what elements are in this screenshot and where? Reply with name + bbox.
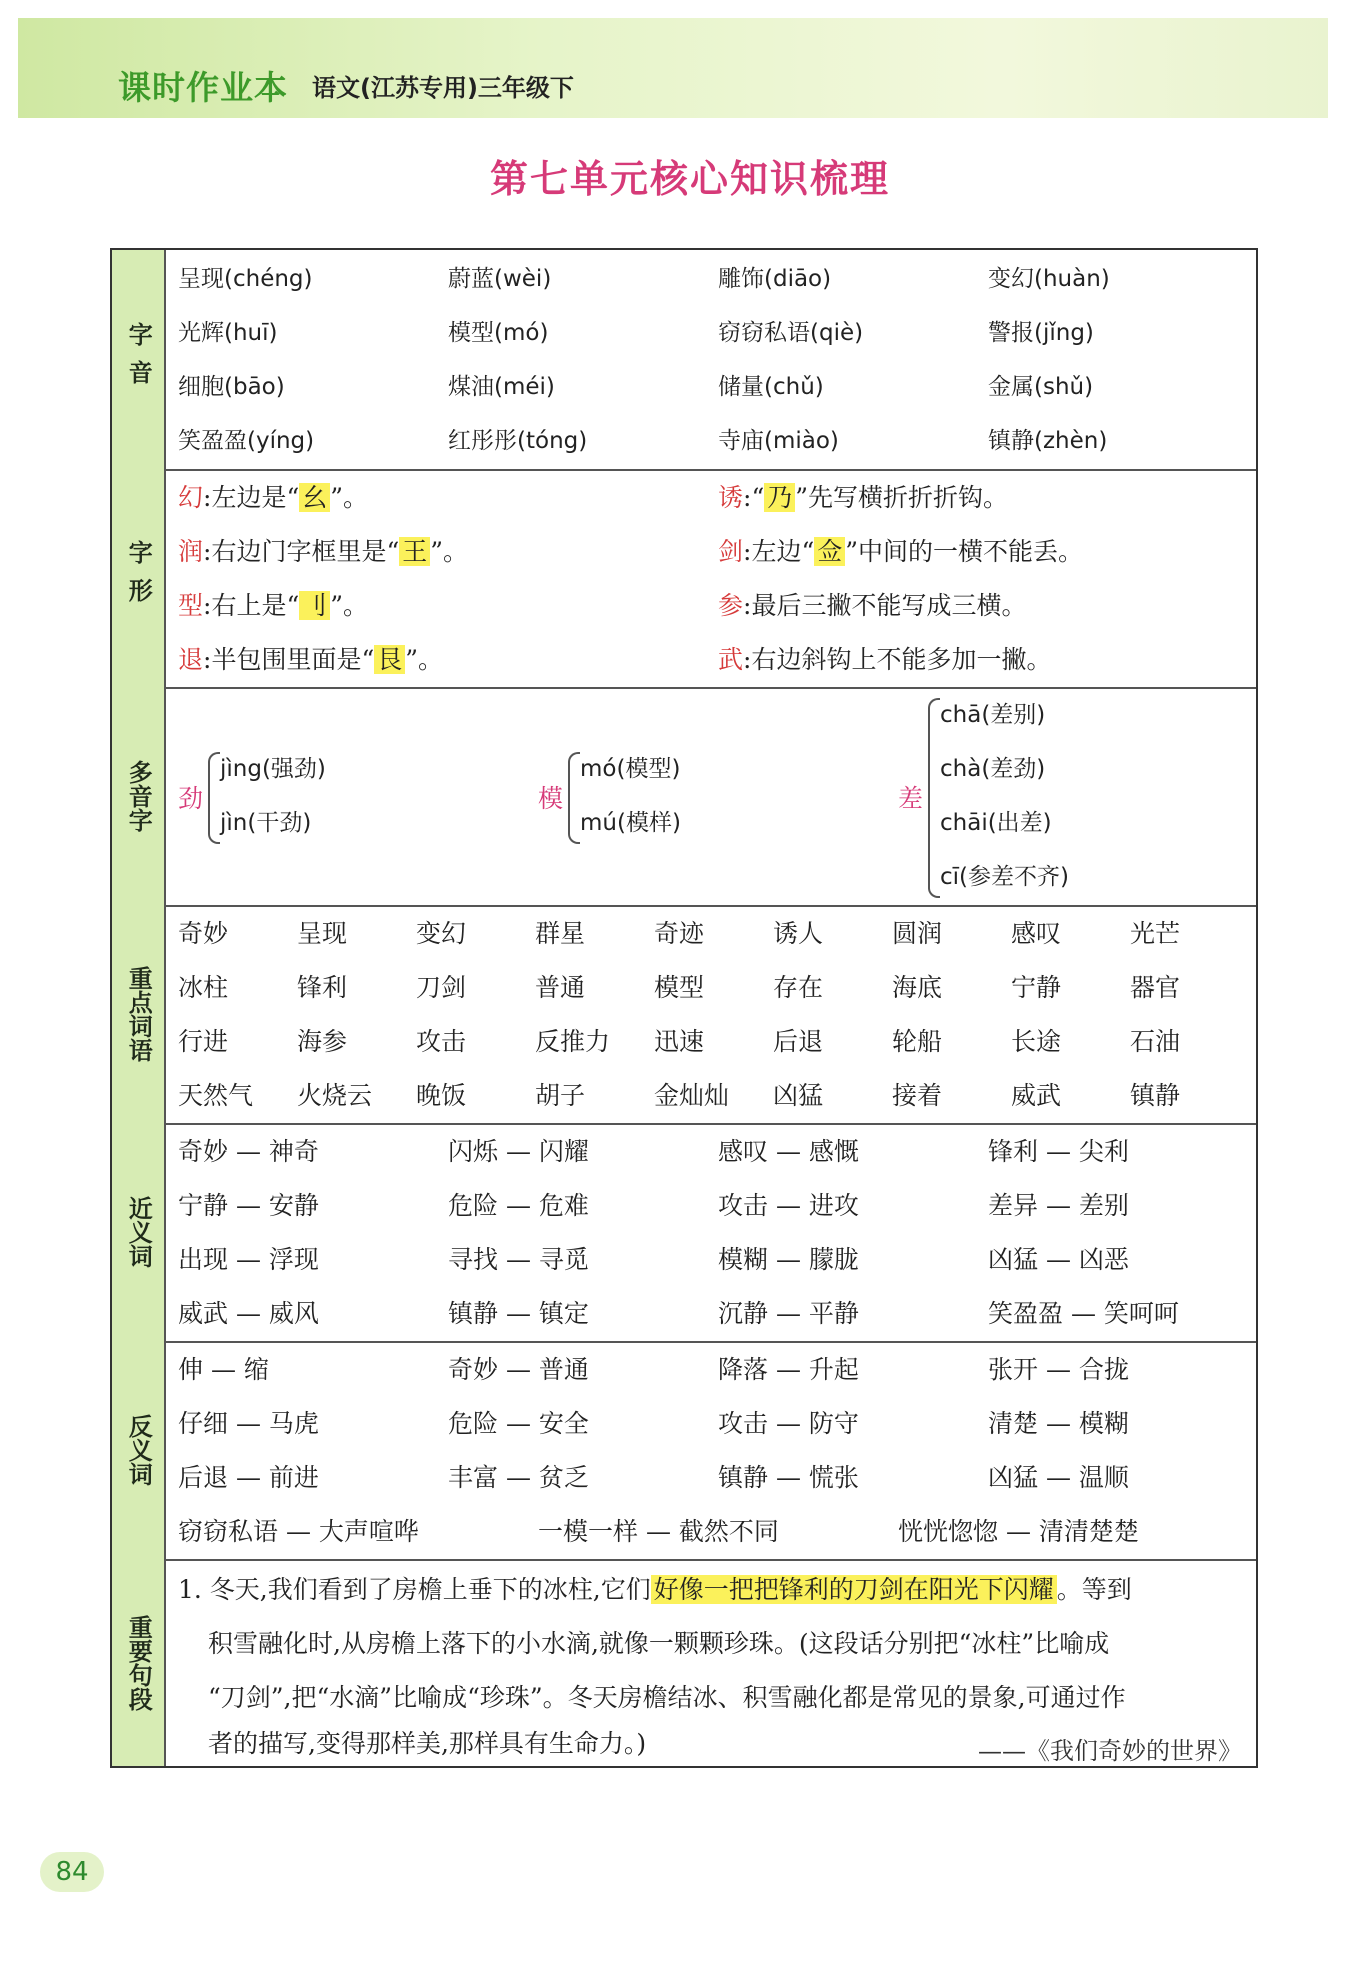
key-word: 威武 (1011, 1081, 1062, 1110)
glyph-text: :左边“ (743, 537, 815, 566)
pronunciation-item: 金属(shǔ) (988, 374, 1094, 400)
glyph-highlight: 艮 (374, 645, 405, 674)
glyph-char: 剑 (718, 537, 744, 566)
glyph-char: 武 (718, 645, 744, 674)
pronunciation-item: 红彤彤(tóng) (448, 428, 588, 454)
glyph-highlight: 幺 (299, 483, 330, 512)
synonym-pair: 凶猛 — 凶恶 (988, 1245, 1129, 1274)
synonym-pair: 危险 — 危难 (448, 1191, 589, 1220)
pronunciation-item: 模型(mó) (448, 320, 549, 346)
key-word: 普通 (535, 973, 586, 1002)
pronunciation-item: 光辉(huī) (178, 320, 278, 346)
pronunciation-item: 煤油(méi) (448, 374, 555, 400)
polyphonic-reading: chāi(出差) (940, 810, 1052, 836)
key-word: 圆润 (892, 919, 943, 948)
page-title: 第七单元核心知识梳理 (489, 157, 890, 201)
section-label: 近义词 (124, 1196, 153, 1268)
pronunciation-item: 窃窃私语(qiè) (718, 320, 864, 346)
synonym-pair: 攻击 — 进攻 (718, 1191, 859, 1220)
glyph-item (178, 579, 368, 633)
synonym-pair: 威武 — 威风 (178, 1299, 319, 1328)
passage-line: 者的描写,变得那样美,那样具有生命力。) (208, 1729, 647, 1758)
glyph-text: :半包围里面是“ (203, 645, 375, 674)
polyphonic-char: 差 (898, 784, 924, 813)
key-word: 变幻 (416, 919, 467, 948)
section-label: 重要句段 (124, 1614, 153, 1711)
key-word: 刀剑 (416, 973, 467, 1002)
section-label: 字形 (124, 540, 153, 616)
brace-icon (568, 752, 580, 844)
glyph-text: :右上是“ (203, 591, 300, 620)
section-polyphonic (112, 687, 1256, 907)
key-word: 行进 (178, 1027, 229, 1056)
glyph-text: :左边是“ (203, 483, 300, 512)
glyph-text: :右边门字框里是“ (203, 537, 400, 566)
antonym-pair: 一模一样 — 截然不同 (538, 1517, 779, 1546)
polyphonic-reading: jìn(干劲) (220, 810, 312, 836)
synonym-pair: 镇静 — 镇定 (448, 1299, 589, 1328)
key-word: 凶猛 (773, 1081, 824, 1110)
glyph-highlight: 佥 (814, 537, 845, 566)
key-word: 轮船 (892, 1027, 943, 1056)
antonym-pair: 奇妙 — 普通 (448, 1355, 589, 1384)
key-word: 群星 (535, 919, 586, 948)
pronunciation-item: 镇静(zhèn) (988, 428, 1108, 454)
glyph-item (718, 579, 1026, 633)
antonym-pair: 后退 — 前进 (178, 1463, 319, 1492)
glyph-text: :右边斜钩上不能多加一撇。 (743, 645, 1052, 674)
glyph-item (178, 471, 368, 525)
key-word: 奇迹 (654, 919, 705, 948)
pronunciation-item: 笑盈盈(yíng) (178, 428, 315, 454)
key-word: 晚饭 (416, 1081, 467, 1110)
brace-icon (928, 698, 940, 898)
pronunciation-item: 呈现(chéng) (178, 266, 313, 292)
passage-highlight: 好像一把把锋利的刀剑在阳光下闪耀 (651, 1575, 1057, 1604)
synonym-pair: 模糊 — 朦胧 (718, 1245, 859, 1274)
pronunciation-item: 蔚蓝(wèi) (448, 266, 552, 292)
key-word: 火烧云 (297, 1081, 373, 1110)
section-key-passages (112, 1559, 1256, 1766)
antonym-pair: 清楚 — 模糊 (988, 1409, 1129, 1438)
passage-line: 积雪融化时,从房檐上落下的小水滴,就像一颗颗珍珠。(这段话分别把“冰柱”比喻成 (208, 1629, 1110, 1658)
section-label: 反义词 (124, 1414, 153, 1486)
key-word: 天然气 (178, 1081, 254, 1110)
synonym-pair: 寻找 — 寻觅 (448, 1245, 589, 1274)
key-word: 模型 (654, 973, 705, 1002)
antonym-pair: 仔细 — 马虎 (178, 1409, 319, 1438)
glyph-text: ”中间的一横不能丢。 (845, 537, 1084, 566)
glyph-text: ”先写横折折折钩。 (795, 483, 1009, 512)
antonym-pair: 窃窃私语 — 大声喧哗 (178, 1517, 419, 1546)
antonym-pair: 降落 — 升起 (718, 1355, 859, 1384)
synonym-pair: 奇妙 — 神奇 (178, 1137, 319, 1166)
page-number: 84 (40, 1852, 104, 1892)
brace-icon (208, 752, 220, 844)
pronunciation-item: 警报(jǐng) (988, 320, 1094, 346)
section-label: 字音 (124, 321, 153, 398)
key-word: 金灿灿 (654, 1081, 730, 1110)
pronunciation-item: 寺庙(miào) (718, 428, 839, 454)
glyph-char: 型 (178, 591, 204, 620)
polyphonic-char: 模 (538, 784, 564, 813)
glyph-text: ”。 (430, 537, 469, 566)
glyph-text: :“ (743, 483, 765, 512)
glyph-char: 参 (718, 591, 744, 620)
glyph-item (718, 525, 1083, 579)
antonym-pair: 凶猛 — 温顺 (988, 1463, 1129, 1492)
section-synonyms (112, 1123, 1256, 1343)
glyph-text: ”。 (330, 591, 369, 620)
key-word: 接着 (892, 1081, 943, 1110)
polyphonic-reading: cī(参差不齐) (940, 864, 1069, 890)
key-word: 诱人 (773, 919, 824, 948)
glyph-text: ”。 (330, 483, 369, 512)
pronunciation-item: 雕饰(diāo) (718, 266, 832, 292)
passage-line: “刀剑”,把“水滴”比喻成“珍珠”。冬天房檐结冰、积雪融化都是常见的景象,可通过作 (208, 1683, 1126, 1712)
key-word: 石油 (1130, 1027, 1181, 1056)
glyph-highlight: 王 (399, 537, 430, 566)
key-word: 宁静 (1011, 973, 1062, 1002)
antonym-pair: 攻击 — 防守 (718, 1409, 859, 1438)
key-word: 后退 (773, 1027, 824, 1056)
key-word: 迅速 (654, 1027, 705, 1056)
glyph-char: 润 (178, 537, 204, 566)
pronunciation-item: 细胞(bāo) (178, 374, 285, 400)
glyph-char: 诱 (718, 483, 744, 512)
key-word: 长途 (1011, 1027, 1062, 1056)
knowledge-table (110, 248, 1258, 1768)
key-word: 存在 (773, 973, 824, 1002)
key-word: 胡子 (535, 1081, 586, 1110)
brand-title: 课时作业本 (118, 68, 288, 107)
polyphonic-reading: chà(差劲) (940, 756, 1046, 782)
key-word: 海底 (892, 973, 943, 1002)
glyph-item (718, 633, 1051, 687)
section-glyph (112, 469, 1256, 689)
polyphonic-reading: mú(模样) (580, 810, 681, 836)
section-pronunciation (112, 250, 1256, 471)
glyph-item (718, 471, 1008, 525)
key-word: 冰柱 (178, 973, 229, 1002)
key-word: 奇妙 (178, 919, 229, 948)
synonym-pair: 宁静 — 安静 (178, 1191, 319, 1220)
passage-line (178, 1563, 1248, 1617)
antonym-pair: 恍恍惚惚 — 清清楚楚 (898, 1517, 1139, 1546)
antonym-pair: 危险 — 安全 (448, 1409, 589, 1438)
key-word: 镇静 (1130, 1081, 1181, 1110)
section-antonyms (112, 1341, 1256, 1561)
polyphonic-reading: mó(模型) (580, 756, 681, 782)
key-word: 器官 (1130, 973, 1181, 1002)
polyphonic-reading: jìng(强劲) (220, 756, 326, 782)
key-word: 锋利 (297, 973, 348, 1002)
glyph-text: :最后三撇不能写成三横。 (743, 591, 1027, 620)
passage-text: 。等到 (1056, 1575, 1132, 1604)
synonym-pair: 沉静 — 平静 (718, 1299, 859, 1328)
glyph-text: ”。 (405, 645, 444, 674)
synonym-pair: 差异 — 差别 (988, 1191, 1129, 1220)
pronunciation-item: 变幻(huàn) (988, 266, 1110, 292)
section-label: 重点词语 (124, 966, 153, 1062)
glyph-item (178, 525, 468, 579)
key-word: 反推力 (535, 1027, 611, 1056)
antonym-pair: 张开 — 合拢 (988, 1355, 1129, 1384)
pronunciation-item: 储量(chǔ) (718, 374, 824, 400)
polyphonic-char: 劲 (178, 784, 204, 813)
glyph-char: 退 (178, 645, 204, 674)
antonym-pair: 丰富 — 贫乏 (448, 1463, 589, 1492)
antonym-pair: 伸 — 缩 (178, 1355, 269, 1384)
glyph-highlight: 刂 (299, 591, 330, 620)
key-word: 感叹 (1011, 919, 1062, 948)
glyph-highlight: 乃 (764, 483, 795, 512)
passage-source: ——《我们奇妙的世界》 (978, 1737, 1242, 1765)
synonym-pair: 锋利 — 尖利 (988, 1137, 1129, 1166)
synonym-pair: 闪烁 — 闪耀 (448, 1137, 589, 1166)
section-label: 多音字 (124, 760, 153, 832)
polyphonic-reading: chā(差别) (940, 702, 1046, 728)
synonym-pair: 出现 — 浮现 (178, 1245, 319, 1274)
glyph-item (178, 633, 443, 687)
key-word: 攻击 (416, 1027, 467, 1056)
synonym-pair: 笑盈盈 — 笑呵呵 (988, 1299, 1179, 1328)
passage-text: 1. 冬天,我们看到了房檐上垂下的冰柱,它们 (178, 1575, 651, 1604)
subject-label: 语文(江苏专用)三年级下 (312, 74, 574, 102)
synonym-pair: 感叹 — 感慨 (718, 1137, 859, 1166)
section-key-words (112, 905, 1256, 1125)
key-word: 海参 (297, 1027, 348, 1056)
antonym-pair: 镇静 — 慌张 (718, 1463, 859, 1492)
key-word: 呈现 (297, 919, 348, 948)
key-word: 光芒 (1130, 919, 1181, 948)
glyph-char: 幻 (178, 483, 204, 512)
